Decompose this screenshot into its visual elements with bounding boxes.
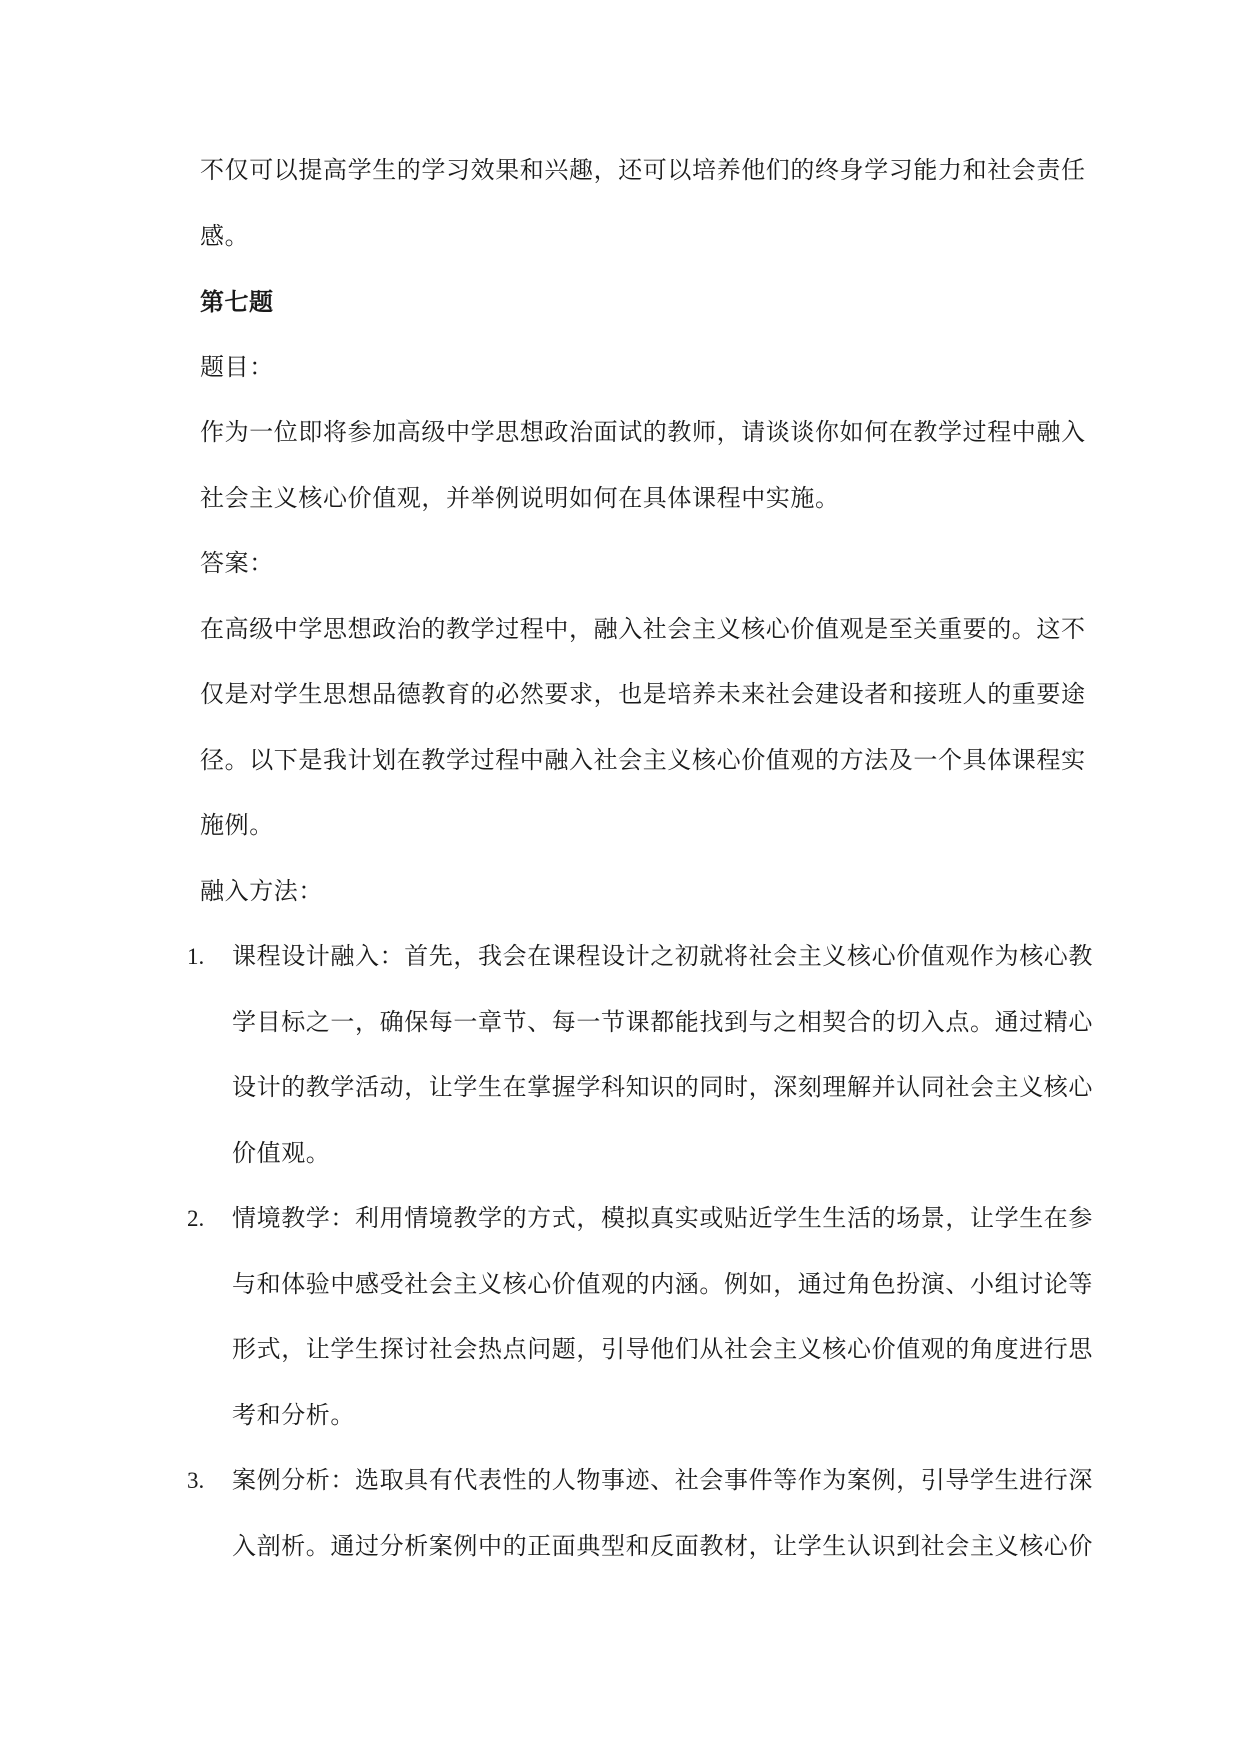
answer-line-3: 径。以下是我计划在教学过程中融入社会主义核心价值观的方法及一个具体课程实	[200, 745, 1086, 774]
answer-line-4: 施例。	[200, 811, 274, 839]
method-number: 1.	[187, 944, 205, 969]
method-line: 与和体验中感受社会主义核心价值观的内涵。例如，通过角色扮演、小组讨论等	[232, 1269, 1093, 1298]
method-line: 情境教学：利用情境教学的方式，模拟真实或贴近学生生活的场景，让学生在参	[232, 1204, 1093, 1232]
method-item-2	[187, 1186, 1093, 1448]
method-line: 设计的教学活动，让学生在掌握学科知识的同时，深刻理解并认同社会主义核心	[232, 1073, 1093, 1101]
method-line: 入剖析。通过分析案例中的正面典型和反面教材，让学生认识到社会主义核心价	[232, 1531, 1093, 1560]
method-item-3	[187, 1448, 1093, 1579]
answer-line-1: 在高级中学思想政治的教学过程中，融入社会主义核心价值观是至关重要的。这不	[200, 614, 1086, 643]
method-line: 形式，让学生探讨社会热点问题，引导他们从社会主义核心价值观的角度进行思	[232, 1335, 1093, 1363]
answer-line-2: 仅是对学生思想品德教育的必然要求，也是培养未来社会建设者和接班人的重要途	[200, 680, 1086, 708]
method-line: 价值观。	[232, 1138, 331, 1167]
question-line-2: 社会主义核心价值观，并举例说明如何在具体课程中实施。	[200, 483, 840, 512]
answer-label: 答案：	[200, 549, 274, 577]
method-item-1	[187, 924, 1093, 1186]
method-line: 课程设计融入：首先，我会在课程设计之初就将社会主义核心价值观作为核心教	[232, 942, 1093, 970]
section-heading: 第七题	[200, 287, 274, 316]
methods-label: 融入方法：	[200, 876, 323, 905]
method-number: 3.	[187, 1468, 205, 1493]
method-number: 2.	[187, 1206, 205, 1231]
intro-line-1: 不仅可以提高学生的学习效果和兴趣，还可以培养他们的终身学习能力和社会责任	[200, 156, 1086, 184]
intro-line-2: 感。	[200, 221, 250, 250]
method-line: 案例分析：选取具有代表性的人物事迹、社会事件等作为案例，引导学生进行深	[232, 1466, 1093, 1494]
method-line: 考和分析。	[232, 1400, 355, 1429]
document-body	[187, 138, 1093, 1579]
question-line-1: 作为一位即将参加高级中学思想政治面试的教师，请谈谈你如何在教学过程中融入	[200, 418, 1086, 446]
method-line: 学目标之一，确保每一章节、每一节课都能找到与之相契合的切入点。通过精心	[232, 1007, 1093, 1036]
question-label: 题目：	[200, 352, 274, 381]
